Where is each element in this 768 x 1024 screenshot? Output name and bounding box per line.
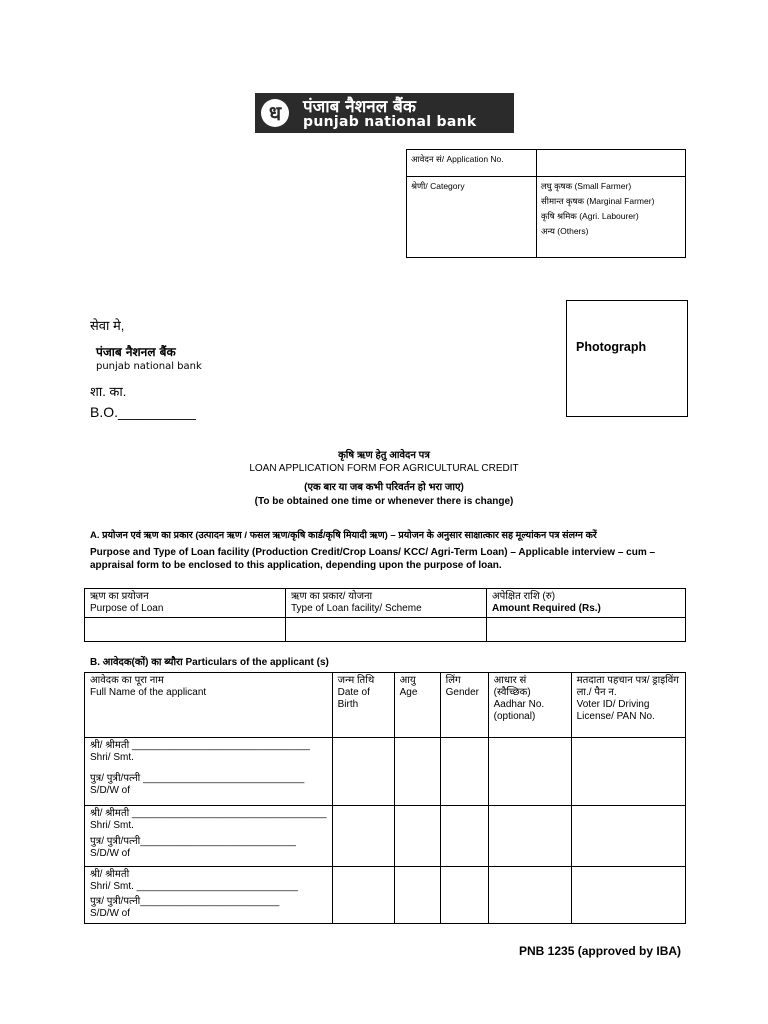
section-a-english: Purpose and Type of Loan facility (Production Credit/Crop Loans/ KCC/ Agri-Term Loan) – Applicable interview – cum – appraisal form to be enclosed to this application, depending upon the purpose of loan. bbox=[90, 547, 656, 571]
type-field[interactable] bbox=[286, 618, 487, 642]
gender-field[interactable] bbox=[440, 738, 488, 806]
logo-english: punjab national bank bbox=[303, 114, 477, 130]
header-type-english: Type of Loan facility/ Scheme bbox=[291, 603, 422, 614]
header-purpose bbox=[85, 589, 286, 618]
category-small-farmer[interactable]: लघु कृषक (Small Farmer) bbox=[541, 181, 632, 191]
logo-hindi: पंजाब नैशनल बैंक bbox=[303, 97, 416, 117]
category-marginal-farmer[interactable]: सीमान्त कृषक (Marginal Farmer) bbox=[541, 196, 655, 206]
gender-field[interactable] bbox=[440, 867, 488, 924]
loan-table bbox=[84, 588, 686, 642]
relation-english-line: S/D/W of bbox=[90, 785, 131, 796]
photograph-box[interactable] bbox=[566, 300, 688, 417]
header-aadhar-english: Aadhar No. (optional) bbox=[493, 699, 545, 722]
pnb-mark-icon: ध bbox=[261, 99, 289, 127]
dob-field[interactable] bbox=[332, 738, 394, 806]
name-english-line: Shri/ Smt. bbox=[90, 752, 134, 763]
header-voter-id bbox=[571, 673, 685, 738]
application-table bbox=[406, 149, 686, 258]
name-hindi-line: श्री/ श्रीमती ________________________________ bbox=[90, 740, 310, 751]
header-amount-english: Amount Required (Rs.) bbox=[492, 603, 601, 614]
relation-hindi-line: पुत्र/ पुत्री/पत्नी _____________________________ bbox=[90, 773, 305, 784]
branch-hindi: शा. का. bbox=[90, 384, 127, 399]
relation-english-line: S/D/W of bbox=[90, 848, 131, 859]
applicant-table bbox=[84, 672, 686, 924]
app-no-label: आवेदन सं/ Application No. bbox=[407, 150, 537, 177]
applicant-row bbox=[85, 806, 686, 867]
relation-hindi-line: पुत्र/ पुत्री/पत्नी_________________________ bbox=[90, 896, 280, 907]
header-amount bbox=[487, 589, 686, 618]
note-english: (To be obtained one time or whenever there is change) bbox=[254, 496, 514, 507]
category-options[interactable] bbox=[537, 177, 686, 258]
applicant-row bbox=[85, 867, 686, 924]
header-type-hindi: ऋण का प्रकार/ योजना bbox=[291, 591, 373, 602]
voter-id-field[interactable] bbox=[571, 738, 685, 806]
note-hindi: (एक बार या जब कभी परिवर्तन हो भरा जाए) bbox=[304, 482, 464, 493]
header-name-english: Full Name of the applicant bbox=[90, 687, 207, 698]
applicant-name-cell[interactable] bbox=[85, 806, 333, 867]
applicant-name-cell[interactable] bbox=[85, 738, 333, 806]
header-purpose-english: Purpose of Loan bbox=[90, 603, 164, 614]
header-amount-hindi: अपेक्षित राशि (रु) bbox=[492, 591, 556, 602]
voter-id-field[interactable] bbox=[571, 806, 685, 867]
form-number: PNB 1235 (approved by IBA) bbox=[519, 944, 682, 958]
voter-id-field[interactable] bbox=[571, 867, 685, 924]
dob-field[interactable] bbox=[332, 867, 394, 924]
dob-field[interactable] bbox=[332, 806, 394, 867]
amount-field[interactable] bbox=[487, 618, 686, 642]
age-field[interactable] bbox=[394, 806, 440, 867]
header-age bbox=[394, 673, 440, 738]
header-type bbox=[286, 589, 487, 618]
header-dob bbox=[332, 673, 394, 738]
purpose-field[interactable] bbox=[85, 618, 286, 642]
header-age-hindi: आयु bbox=[399, 675, 416, 686]
header-aadhar bbox=[488, 673, 571, 738]
header-dob-english: Date of Birth bbox=[337, 687, 370, 710]
photograph-label: Photograph bbox=[576, 340, 647, 354]
header-voter-id-hindi: मतदाता पहचान पत्र/ ड्राइविंग ला./ पैन न. bbox=[576, 675, 679, 698]
aadhar-field[interactable] bbox=[488, 738, 571, 806]
name-english-line: Shri/ Smt. bbox=[90, 820, 134, 831]
applicant-row bbox=[85, 738, 686, 806]
age-field[interactable] bbox=[394, 867, 440, 924]
header-purpose-hindi: ऋण का प्रयोजन bbox=[90, 591, 149, 602]
relation-english-line: S/D/W of bbox=[90, 908, 131, 919]
aadhar-field[interactable] bbox=[488, 806, 571, 867]
section-a-hindi: A. प्रयोजन एवं ऋण का प्रकार (उत्पादन ऋण / फसल ऋण/कृषि कार्ड/कृषि मियादी ऋण) – प्रयोजन के अनुसार साक्षात्कार सह मूल्यांकन पत्र संलग्न करें bbox=[90, 530, 597, 541]
bank-name-hindi: पंजाब नैशनल बैंक bbox=[96, 345, 176, 359]
name-hindi-line: श्री/ श्रीमती ___________________________________ bbox=[90, 808, 327, 819]
header-gender-hindi: लिंग bbox=[445, 675, 461, 686]
gender-field[interactable] bbox=[440, 806, 488, 867]
category-agri-labourer[interactable]: कृषि श्रमिक (Agri. Labourer) bbox=[541, 211, 639, 221]
category-label: श्रेणी/ Category bbox=[407, 177, 537, 258]
address-to: सेवा मे, bbox=[90, 318, 125, 333]
section-b-label: B. आवेदक(कों) का ब्यौरा Particulars of the applicant (s) bbox=[90, 657, 329, 668]
header-name-hindi: आवेदक का पूरा नाम bbox=[90, 675, 164, 686]
app-no-field[interactable] bbox=[537, 150, 686, 177]
age-field[interactable] bbox=[394, 738, 440, 806]
header-voter-id-english: Voter ID/ Driving License/ PAN No. bbox=[576, 699, 655, 722]
title-english: LOAN APPLICATION FORM FOR AGRICULTURAL CREDIT bbox=[249, 463, 519, 474]
header-age-english: Age bbox=[399, 687, 418, 698]
header-gender bbox=[440, 673, 488, 738]
branch-office-field[interactable]: B.O.__________ bbox=[90, 404, 196, 420]
applicant-name-cell[interactable] bbox=[85, 867, 333, 924]
header-dob-hindi: जन्म तिथि bbox=[337, 675, 375, 686]
aadhar-field[interactable] bbox=[488, 867, 571, 924]
name-hindi-line: श्री/ श्रीमती bbox=[90, 869, 130, 880]
bank-name-block bbox=[96, 343, 202, 372]
bank-name-english: punjab national bank bbox=[96, 361, 202, 372]
name-english-line: Shri/ Smt. _____________________________ bbox=[90, 881, 298, 892]
header-aadhar-hindi: आधार सं (स्वैच्छिक) bbox=[493, 675, 531, 698]
bank-logo bbox=[255, 93, 514, 133]
category-others[interactable]: अन्य (Others) bbox=[541, 226, 589, 236]
header-name bbox=[85, 673, 333, 738]
relation-hindi-line: पुत्र/ पुत्री/पत्नी____________________________ bbox=[90, 836, 296, 847]
header-gender-english: Gender bbox=[445, 687, 479, 698]
title-hindi: कृषि ऋण हेतु आवेदन पत्र bbox=[338, 450, 430, 461]
